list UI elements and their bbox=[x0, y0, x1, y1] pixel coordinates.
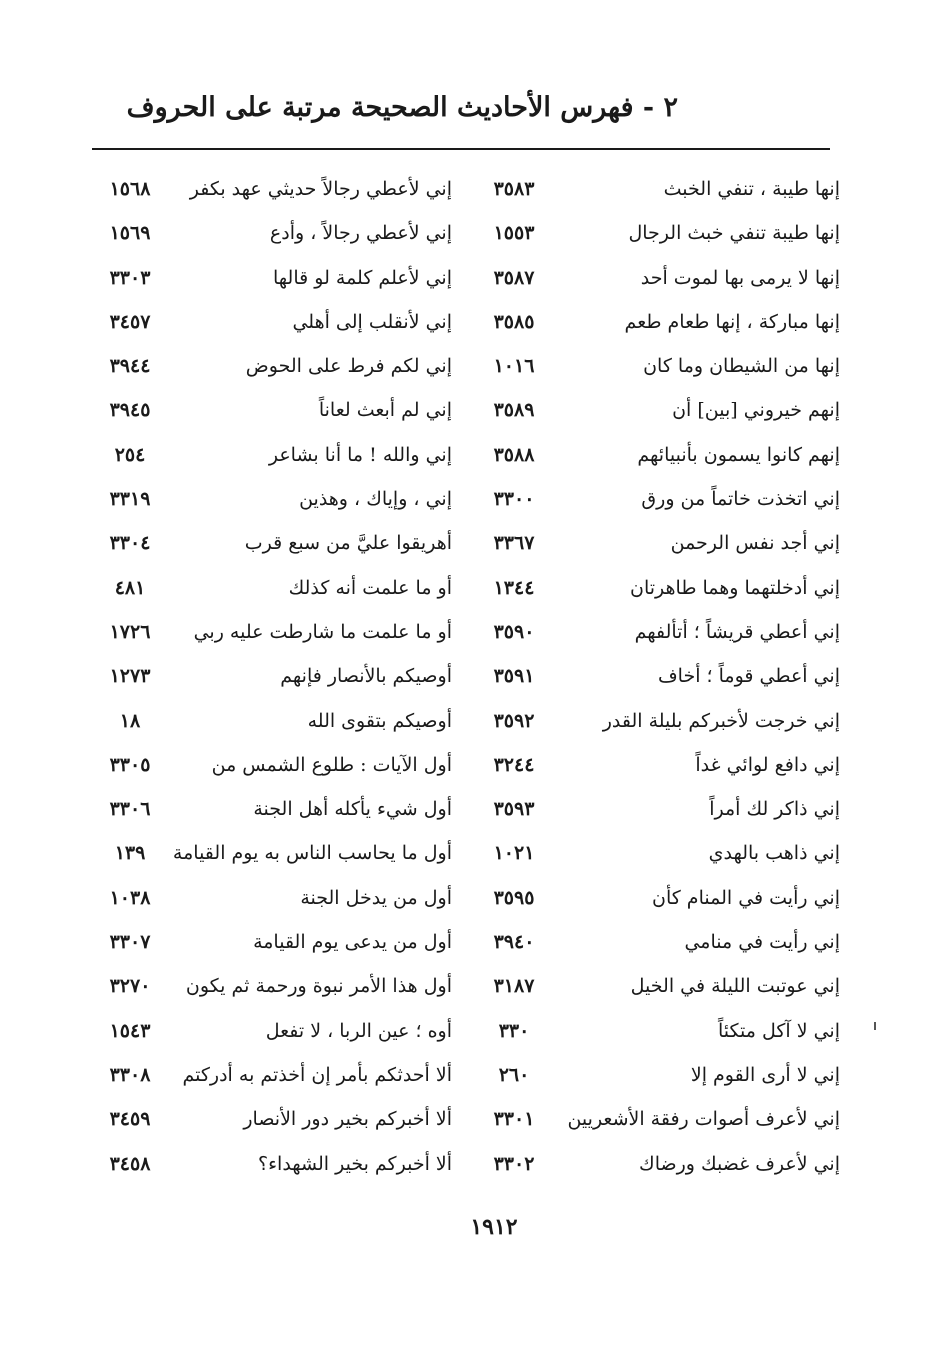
index-row bbox=[0, 345, 948, 389]
entry-text-right: إني رأيت في منامي bbox=[684, 931, 840, 954]
entry-text-left: ألا أخبركم بخير الشهداء؟ bbox=[258, 1152, 452, 1175]
index-row bbox=[0, 389, 948, 433]
index-row bbox=[0, 788, 948, 832]
index-row bbox=[0, 832, 948, 876]
entry-text-left: إني ، وإياك ، وهذين bbox=[299, 488, 452, 511]
entry-number-left: ١٣٩ bbox=[114, 842, 146, 865]
entry-number-left: ٣٩٤٤ bbox=[109, 355, 151, 378]
entry-text-right: إني أدخلتهما وهما طاهرتان bbox=[630, 576, 840, 599]
index-row bbox=[0, 168, 948, 212]
entry-text-right: إني اتخذت خاتماً من ورق bbox=[641, 488, 840, 511]
index-row bbox=[0, 1143, 948, 1187]
index-row bbox=[0, 478, 948, 522]
entry-number-left: ١٨ bbox=[119, 709, 141, 732]
entry-number-right: ٣٩٤٠ bbox=[493, 931, 535, 954]
entry-text-right: إني أعطي قوماً ؛ أخاف bbox=[657, 665, 840, 688]
entry-text-right: إني لأعرف غضبك ورضاك bbox=[639, 1152, 840, 1175]
entry-number-right: ٣٣٠١ bbox=[493, 1108, 535, 1131]
page-number: ١٩١٢ bbox=[470, 1214, 518, 1240]
entry-text-left: أو ما علمت أنه كذلك bbox=[288, 576, 452, 599]
index-row bbox=[0, 212, 948, 256]
entry-number-left: ٣٤٥٩ bbox=[109, 1108, 151, 1131]
entry-text-right: إنها طيبة ، تنفي الخبث bbox=[663, 178, 840, 200]
entry-number-right: ١٥٥٣ bbox=[493, 222, 535, 245]
entry-text-left: أول ما يحاسب الناس به يوم القيامة bbox=[172, 842, 452, 865]
entry-number-left: ٤٨١ bbox=[114, 576, 146, 599]
entry-text-left: أوصيكم بتقوى الله bbox=[307, 709, 452, 732]
entry-number-left: ١٧٢٦ bbox=[109, 620, 151, 643]
index-row bbox=[0, 301, 948, 345]
index-row bbox=[0, 877, 948, 921]
index-row bbox=[0, 655, 948, 699]
index-row bbox=[0, 567, 948, 611]
entry-text-right: إنها من الشيطان وما كان bbox=[643, 355, 840, 378]
entry-text-right: إني أعطي قريشاً ؛ أتألفهم bbox=[634, 620, 840, 643]
index-row bbox=[0, 257, 948, 301]
index-row bbox=[0, 434, 948, 478]
entry-number-left: ٣٣٠٧ bbox=[109, 931, 151, 954]
entry-text-right: إني لا أرى القوم إلا bbox=[690, 1063, 840, 1086]
entry-text-right: إني عوتبت الليلة في الخيل bbox=[630, 975, 840, 998]
entry-text-left: أوه ؛ عين الربا ، لا تفعل bbox=[265, 1019, 452, 1042]
index-row bbox=[0, 744, 948, 788]
index-row bbox=[0, 522, 948, 566]
entry-text-right: إنهم كانوا يسمون بأنبيائهم bbox=[637, 443, 840, 466]
entry-text-left: إني لكم فرط على الحوض bbox=[245, 355, 452, 378]
entry-text-right: إني أجد نفس الرحمن bbox=[670, 532, 840, 555]
page-header-title: ٢ - فهرس الأحاديث الصحيحة مرتبة على الحروف bbox=[126, 92, 678, 123]
index-row bbox=[0, 611, 948, 655]
entry-text-right: إني لا آكل متكئاً bbox=[718, 1019, 840, 1042]
entry-number-left: ٣٣٠٥ bbox=[109, 753, 151, 776]
index-row bbox=[0, 1010, 948, 1054]
entry-text-left: أول من يدخل الجنة bbox=[300, 886, 452, 909]
entry-number-left: ٣٤٥٧ bbox=[109, 310, 151, 333]
entry-text-left: أول من يدعى يوم القيامة bbox=[253, 931, 452, 954]
entry-number-right: ٣٥٩٠ bbox=[493, 620, 535, 643]
print-speck bbox=[874, 1022, 876, 1030]
index-row bbox=[0, 965, 948, 1009]
entry-text-left: أول شيء يأكله أهل الجنة bbox=[253, 798, 452, 821]
entry-text-left: أول هذا الأمر نبوة ورحمة ثم يكون bbox=[185, 975, 452, 998]
entry-text-right: إني ذاهب بالهدي bbox=[708, 842, 840, 865]
entry-text-left: إني لأعلم كلمة لو قالها bbox=[273, 266, 452, 289]
index-row bbox=[0, 1054, 948, 1098]
entry-number-right: ٣٣٠ bbox=[498, 1019, 530, 1042]
entry-number-right: ٣٥٨٧ bbox=[493, 266, 535, 289]
entry-number-left: ٣٣٠٣ bbox=[109, 266, 151, 289]
entry-number-left: ٣٣٠٦ bbox=[109, 798, 151, 821]
entry-text-right: إني ذاكر لك أمراً bbox=[709, 798, 840, 821]
entry-number-right: ٣٥٩٢ bbox=[493, 709, 535, 732]
entry-text-left: أوصيكم بالأنصار فإنهم bbox=[280, 665, 452, 688]
entry-text-left: إني لأعطي رجالاً ، وأدع bbox=[269, 222, 452, 245]
hadith-index-table bbox=[0, 168, 948, 1187]
entry-number-right: ٣٥٨٩ bbox=[493, 399, 535, 422]
entry-number-right: ٣٥٩١ bbox=[493, 665, 535, 688]
entry-text-right: إني رأيت في المنام كأن bbox=[651, 886, 840, 909]
index-row bbox=[0, 700, 948, 744]
entry-number-left: ٣٣١٩ bbox=[109, 488, 151, 511]
entry-number-right: ٣٣٠٢ bbox=[493, 1152, 535, 1175]
entry-text-left: أهريقوا عليَّ من سبع قرب bbox=[244, 532, 452, 555]
entry-number-left: ٣٤٥٨ bbox=[109, 1152, 151, 1175]
entry-number-right: ٣٥٩٣ bbox=[493, 798, 535, 821]
entry-text-left: إني لم أبعث لعاناً bbox=[318, 399, 452, 422]
entry-text-left: أول الآيات : طلوع الشمس من bbox=[211, 753, 452, 776]
entry-text-left: إني والله ! ما أنا بشاعر bbox=[268, 443, 452, 466]
index-row bbox=[0, 1098, 948, 1142]
entry-number-left: ٣٩٤٥ bbox=[109, 399, 151, 422]
index-row bbox=[0, 921, 948, 965]
entry-text-left: أو ما علمت ما شارطت عليه ربي bbox=[193, 620, 452, 643]
entry-number-right: ٣٣٠٠ bbox=[493, 488, 535, 511]
entry-number-right: ٣٥٨٥ bbox=[493, 310, 535, 333]
entry-number-right: ١٠٢١ bbox=[493, 842, 535, 865]
entry-number-left: ١٥٤٣ bbox=[109, 1019, 151, 1042]
entry-text-left: ألا أخبركم بخير دور الأنصار bbox=[243, 1108, 452, 1131]
entry-number-left: ١٥٦٨ bbox=[109, 178, 151, 200]
entry-number-right: ٣٥٨٣ bbox=[493, 178, 535, 200]
entry-number-right: ٣٥٩٥ bbox=[493, 886, 535, 909]
entry-number-right: ٢٦٠ bbox=[498, 1063, 530, 1086]
entry-number-right: ١٠١٦ bbox=[493, 355, 535, 378]
entry-text-right: إني لأعرف أصوات رفقة الأشعريين bbox=[567, 1108, 840, 1131]
entry-text-left: ألا أحدثكم بأمر إن أخذتم به أدركتم bbox=[182, 1063, 452, 1086]
entry-text-right: إني دافع لوائي غداً bbox=[695, 753, 840, 776]
entry-number-right: ٣٣٦٧ bbox=[493, 532, 535, 555]
entry-text-right: إنها طيبة تنفي خبث الرجال bbox=[628, 222, 840, 245]
entry-number-right: ١٣٤٤ bbox=[493, 576, 535, 599]
entry-number-left: ٣٣٠٨ bbox=[109, 1063, 151, 1086]
entry-number-left: ٣٣٠٤ bbox=[109, 532, 151, 555]
entry-number-left: ٢٥٤ bbox=[114, 443, 146, 466]
header-divider bbox=[92, 148, 830, 150]
entry-number-left: ١٢٧٣ bbox=[109, 665, 151, 688]
entry-number-right: ٣٥٨٨ bbox=[493, 443, 535, 466]
entry-text-right: إني خرجت لأخبركم بليلة القدر bbox=[602, 709, 840, 732]
entry-text-left: إني لأعطي رجالاً حديثي عهد بكفر bbox=[189, 178, 452, 200]
entry-number-right: ٣٢٤٤ bbox=[493, 753, 535, 776]
entry-number-left: ١٥٦٩ bbox=[109, 222, 151, 245]
entry-text-left: إني لأنقلب إلى أهلي bbox=[292, 310, 452, 333]
entry-number-right: ٣١٨٧ bbox=[493, 975, 535, 998]
entry-number-left: ٣٢٧٠ bbox=[109, 975, 151, 998]
entry-text-right: إنها مباركة ، إنها طعام طعم bbox=[624, 310, 840, 333]
entry-number-left: ١٠٣٨ bbox=[109, 886, 151, 909]
entry-text-right: إنهم خيروني [بين] أن bbox=[672, 399, 840, 422]
entry-text-right: إنها لا يرمى بها لموت أحد bbox=[640, 266, 840, 289]
